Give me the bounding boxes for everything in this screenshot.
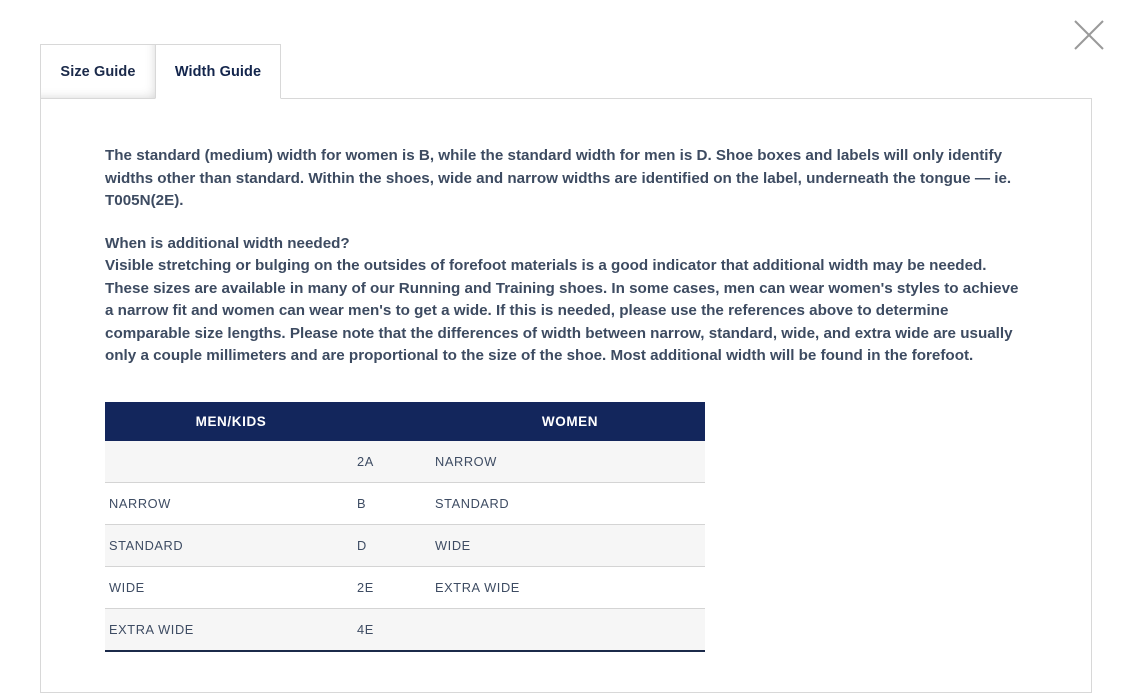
- table-row: [105, 482, 705, 524]
- tab-width-guide[interactable]: [155, 44, 281, 99]
- width-conversion-table: [105, 402, 705, 652]
- cell-women: EXTRA WIDE: [435, 566, 705, 608]
- width-guide-panel: [40, 98, 1092, 693]
- cell-code: 2E: [357, 566, 435, 608]
- table-body: [105, 441, 705, 651]
- table-header-row: [105, 402, 705, 441]
- table-row: [105, 566, 705, 608]
- cell-men: EXTRA WIDE: [105, 608, 357, 651]
- cell-men: STANDARD: [105, 524, 357, 566]
- table-row: [105, 524, 705, 566]
- tab-size-guide-label: Size Guide: [60, 63, 136, 80]
- column-header-women: WOMEN: [435, 402, 705, 441]
- cell-women: NARROW: [435, 441, 705, 483]
- cell-women: STANDARD: [435, 482, 705, 524]
- cell-code: 4E: [357, 608, 435, 651]
- table-row: [105, 441, 705, 483]
- answer-paragraph: Visible stretching or bulging on the outsides of forefoot materials is a good indicator that additional width may be needed. These sizes are available in many of our Running and Training shoes. In some cases, men can wear women's styles to achieve a narrow fit and women can wear men's to get a wide. If this is needed, please use the references above to determine comparable size lengths. Please note that the differences of width between narrow, standard, wide, and extra wide are usually only a couple millimeters and are proportional to the size of the shoe. Most additional width will be found in the forefoot.: [105, 257, 1019, 364]
- cell-men: [105, 441, 357, 483]
- tab-bar: [40, 44, 1092, 99]
- size-guide-modal: [40, 44, 1092, 693]
- table-head: [105, 402, 705, 441]
- cell-men: WIDE: [105, 566, 357, 608]
- cell-women: WIDE: [435, 524, 705, 566]
- table-row: [105, 608, 705, 651]
- cell-code: B: [357, 482, 435, 524]
- cell-code: 2A: [357, 441, 435, 483]
- cell-code: D: [357, 524, 435, 566]
- cell-men: NARROW: [105, 482, 357, 524]
- tab-width-guide-label: Width Guide: [174, 63, 262, 80]
- column-header-men-kids: MEN/KIDS: [105, 402, 357, 441]
- question-heading: When is additional width needed?: [105, 234, 350, 252]
- tab-size-guide[interactable]: [40, 44, 156, 99]
- intro-paragraph: The standard (medium) width for women is B, while the standard width for men is D. Shoe boxes and labels will only identify widths other than standard. Within the shoes, wide and narrow widths are identified on the label, underneath the tongue — ie. T005N(2E).: [105, 147, 1012, 209]
- cell-women: [435, 608, 705, 651]
- column-header-code: [357, 402, 435, 441]
